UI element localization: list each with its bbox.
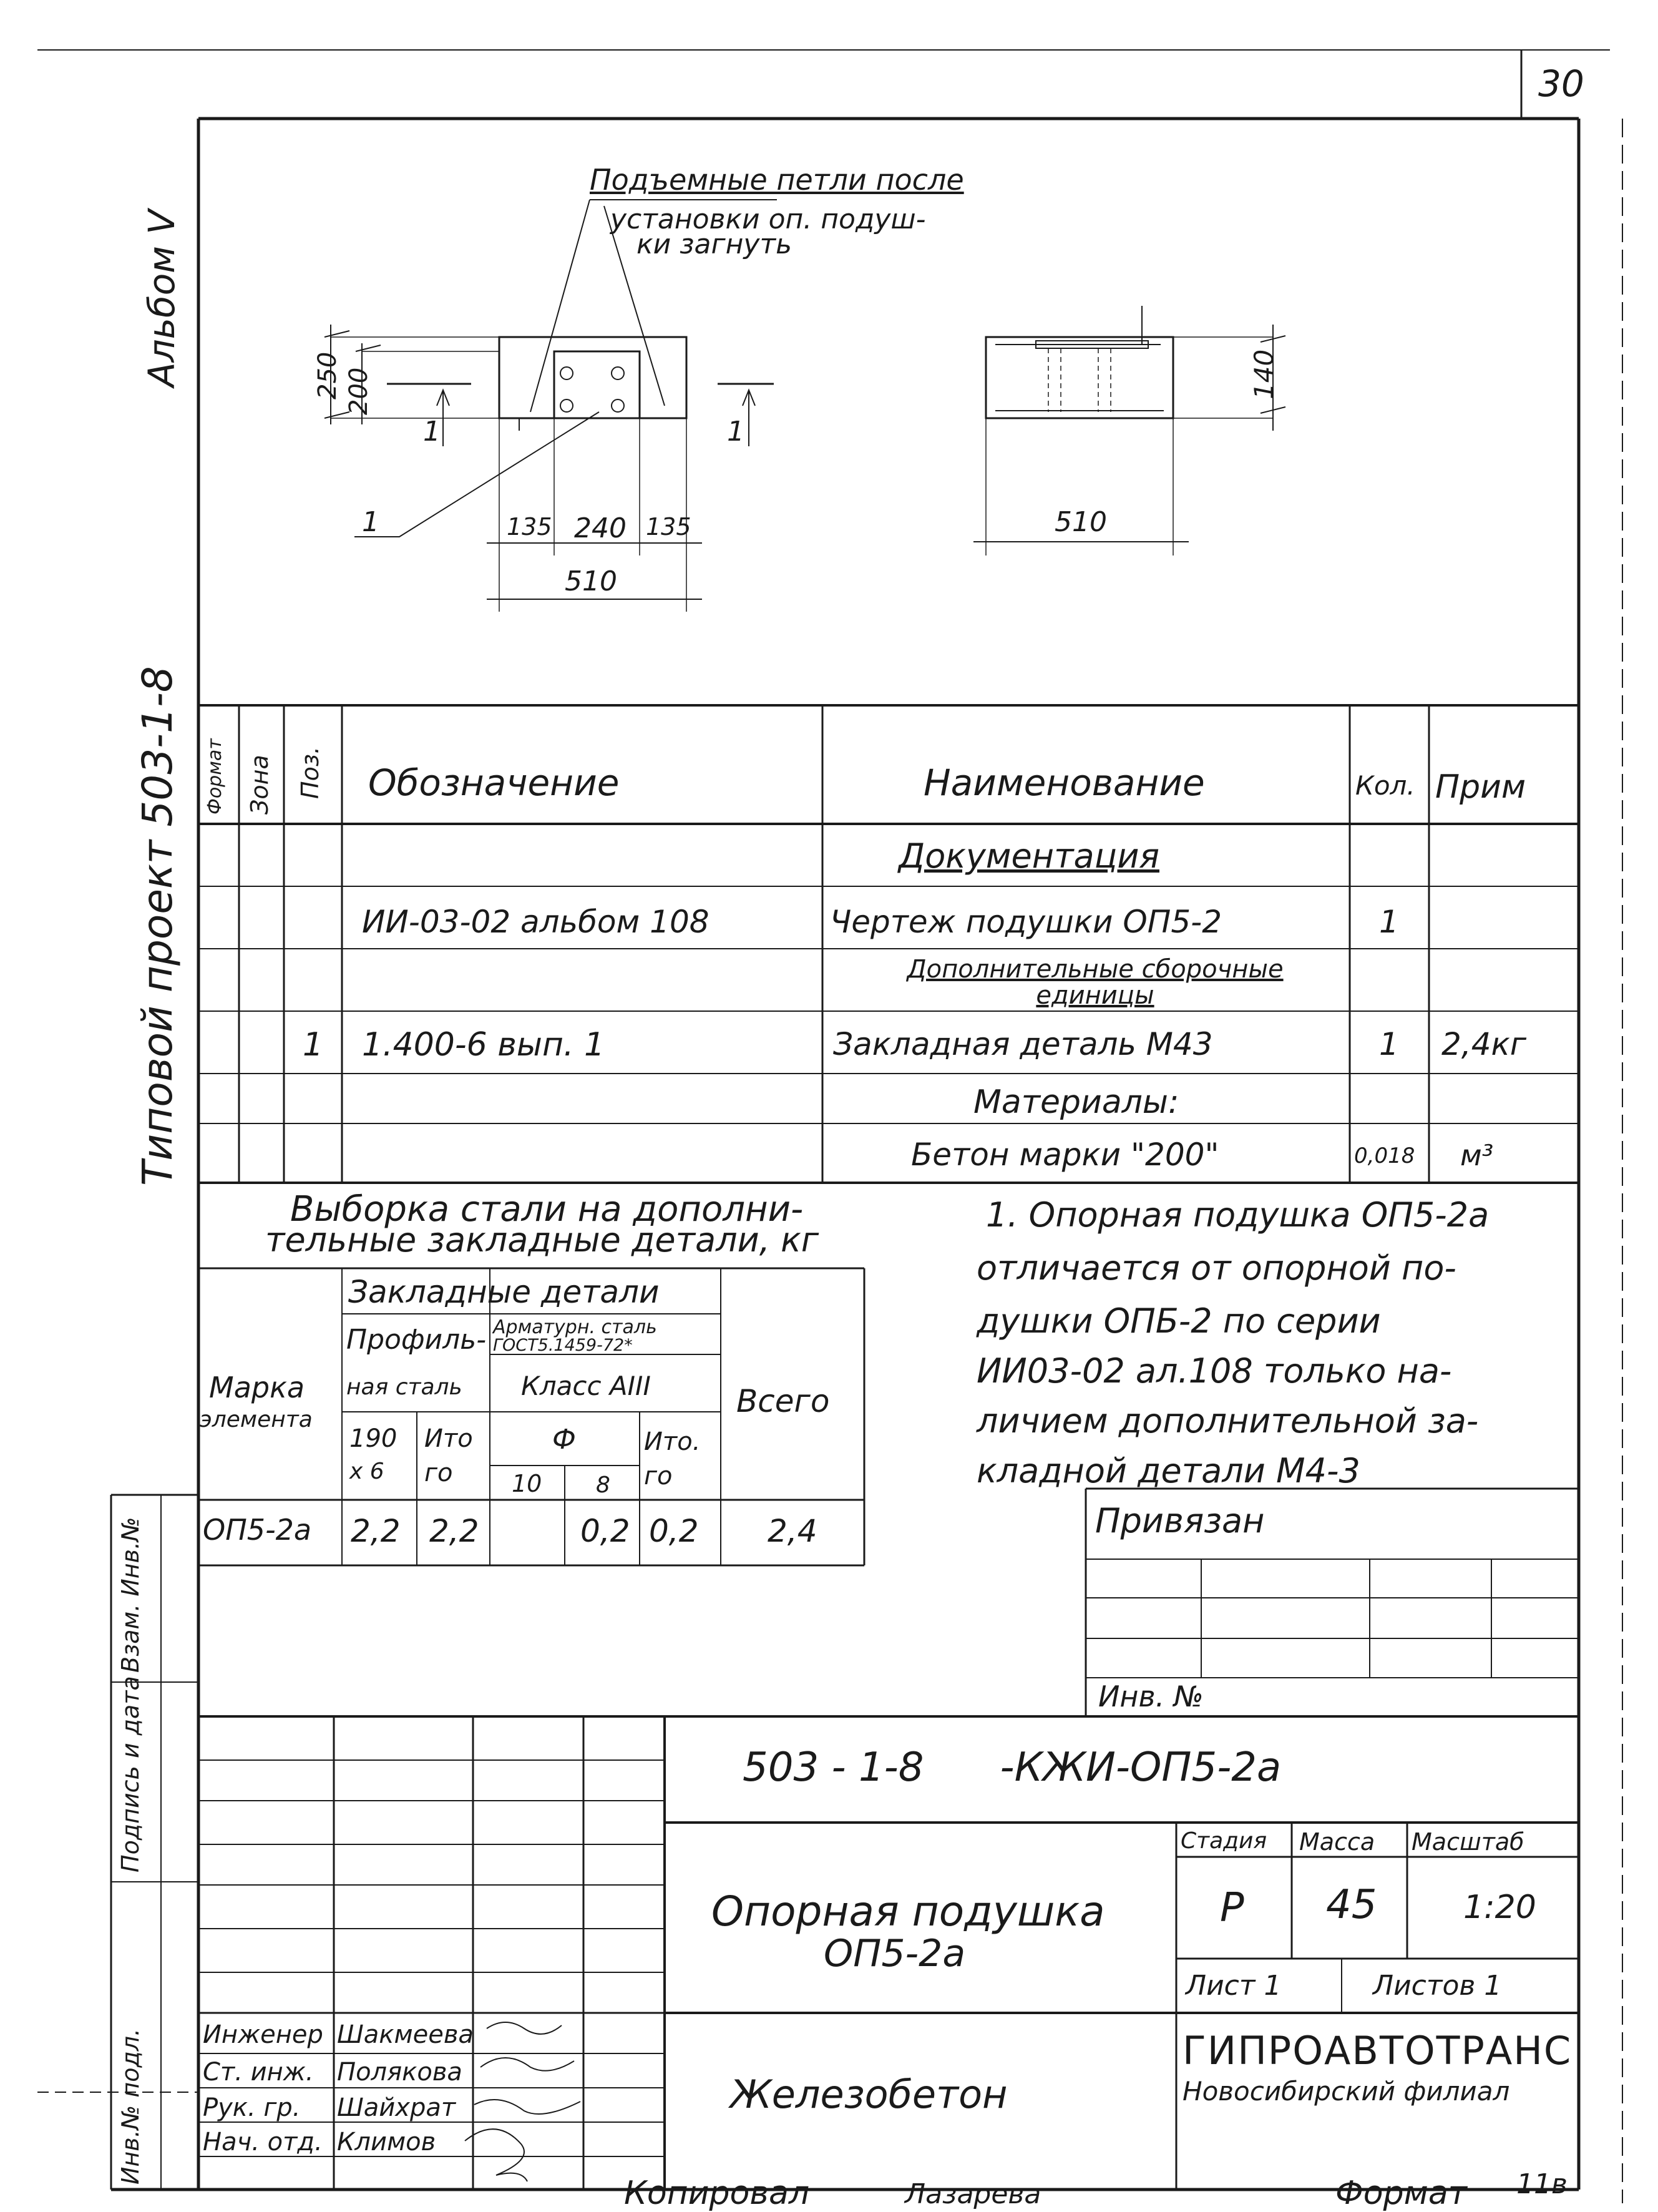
staff-role: Ст. инж.	[203, 2058, 314, 2087]
mass-value: 45	[1326, 1882, 1377, 1928]
spec-row-name: Материалы:	[973, 1084, 1179, 1121]
steel-header-itogo: Ито	[424, 1424, 473, 1453]
steel-title: Выборка стали на дополни-	[290, 1189, 804, 1230]
organization-branch: Новосибирский филиал	[1183, 2076, 1510, 2107]
steel-header-profile: Профиль-	[346, 1324, 487, 1356]
position-mark: 1	[362, 506, 379, 538]
steel-header-rebar: ГОСТ5.1459-72*	[493, 1336, 633, 1355]
staff-name: Шайхрат	[337, 2093, 456, 2122]
scale-label: Масштаб	[1412, 1828, 1524, 1856]
strip-signature-date: Подпись и дата	[117, 1676, 144, 1872]
item-name: Опорная подушка	[711, 1887, 1105, 1936]
steel-row-profile-190: 2,2	[351, 1513, 401, 1549]
steel-header-190: 190	[349, 1424, 397, 1453]
steel-header-rebar: Арматурн. сталь	[493, 1316, 657, 1338]
general-note-line: отличается от опорной по-	[977, 1248, 1456, 1288]
spec-row-name: Дополнительные сборочные единицы	[907, 955, 1284, 1010]
format-label: Формат	[1335, 2175, 1467, 2212]
steel-header-8: 8	[596, 1472, 610, 1498]
steel-header-10: 10	[512, 1470, 542, 1497]
steel-header-total: Всего	[736, 1383, 830, 1419]
spec-header-designation: Обозначение	[368, 761, 620, 804]
staff-role: Рук. гр.	[203, 2093, 301, 2122]
dim-section-width: 510	[1055, 506, 1107, 538]
spec-header-qty: Кол.	[1355, 770, 1415, 801]
item-name: ОП5-2а	[824, 1932, 966, 1975]
project-label: Типовой проект 503-1-8	[134, 666, 182, 1186]
spec-header-pos: Поз.	[296, 746, 324, 799]
lifting-loops-note-line: ки загнуть	[636, 228, 792, 260]
stage-label: Стадия	[1181, 1828, 1267, 1854]
spec-row-name: Закладная деталь М43	[833, 1026, 1213, 1062]
dim-total-plan: 510	[565, 565, 617, 597]
dim-height-outer: 250	[313, 351, 342, 399]
staff-name: Климов	[337, 2128, 436, 2156]
spec-header-note: Прим	[1435, 768, 1526, 806]
spec-row-qty: 1	[1379, 904, 1399, 940]
general-note-line: душки ОПБ-2 по серии	[977, 1301, 1381, 1341]
format-value: 11в	[1516, 2168, 1568, 2200]
mass-label: Масса	[1299, 1828, 1375, 1856]
scale-value: 1:20	[1463, 1889, 1536, 1926]
general-note-line: личием дополнительной за-	[977, 1401, 1479, 1441]
steel-header-190: х 6	[349, 1459, 384, 1484]
strip-inv-orig: Инв.№ подл.	[117, 2028, 144, 2185]
document-code: 503 - 1-8 -КЖИ-ОП5-2а	[743, 1745, 1282, 1791]
sheet-number: 30	[1538, 62, 1584, 105]
lifting-loops-note-line: установки оп. подуш-	[610, 203, 926, 235]
dim-right: 135	[646, 513, 691, 541]
staff-name: Шакмеева	[337, 2020, 474, 2049]
spec-row-note: 2,4кг	[1441, 1026, 1526, 1062]
spec-row-designation: ИИ-03-02 альбом 108	[362, 904, 710, 940]
general-note-line: ИИ03-02 ал.108 только на-	[977, 1351, 1452, 1391]
steel-header-mark: элемента	[200, 1407, 313, 1432]
album-label: Альбом V	[140, 209, 183, 387]
steel-header-profile: ная сталь	[346, 1374, 462, 1400]
steel-header-itogo-rebar: Ито.	[644, 1427, 701, 1456]
steel-header-mark: Марка	[209, 1371, 305, 1404]
steel-title: тельные закладные детали, кг	[265, 1220, 819, 1260]
sheets-label: Листов 1	[1373, 1970, 1502, 2002]
steel-header-itogo: го	[424, 1459, 453, 1487]
steel-row-d8: 0,2	[580, 1513, 630, 1549]
staff-name: Полякова	[337, 2058, 462, 2087]
steel-header-class: Класс AIII	[521, 1371, 651, 1401]
spec-row-qty: 1	[1379, 1026, 1399, 1062]
spec-row-designation: 1.400-6 вып. 1	[362, 1026, 605, 1064]
organization-name: ГИПРОАВТОТРАНС	[1183, 2028, 1573, 2073]
spec-row-name: Документация	[899, 836, 1159, 876]
general-note-line: кладной детали М4-3	[977, 1451, 1360, 1490]
dim-height-inner: 200	[344, 367, 373, 415]
general-note-line: 1. Опорная подушка ОП5-2а	[986, 1195, 1490, 1235]
lifting-loops-note-title: Подъемные петли после	[590, 163, 964, 197]
steel-header-itogo-rebar: го	[644, 1462, 673, 1490]
spec-row-qty: 0,018	[1354, 1143, 1415, 1168]
section-mark-right: 1	[727, 416, 744, 448]
staff-role: Нач. отд.	[203, 2128, 323, 2156]
spec-row-pos: 1	[303, 1026, 324, 1064]
spec-header-zone: Зона	[246, 755, 273, 815]
bound-inv-label: Инв. №	[1098, 1680, 1204, 1713]
spec-header-name: Наименование	[924, 761, 1205, 804]
copied-label: Копировал	[624, 2175, 810, 2212]
stage-value: Р	[1220, 1885, 1244, 1931]
steel-row-total: 2,4	[768, 1513, 817, 1549]
steel-row-mark: ОП5-2а	[203, 1513, 312, 1547]
dim-middle: 240	[574, 512, 627, 544]
bound-label: Привязан	[1095, 1501, 1265, 1540]
spec-header-format: Формат	[204, 738, 226, 815]
steel-header-embedded: Закладные детали	[348, 1274, 660, 1310]
dim-section-height: 140	[1249, 349, 1279, 399]
spec-row-note: м³	[1460, 1138, 1494, 1172]
material-label: Железобетон	[730, 2072, 1008, 2117]
copier-name: Лазарева	[905, 2178, 1041, 2210]
spec-row-name: Бетон марки "200"	[911, 1137, 1219, 1173]
steel-row-rebar-total: 0,2	[649, 1513, 699, 1549]
section-mark-left: 1	[423, 416, 441, 448]
spec-row-name: Чертеж подушки ОП5-2	[830, 904, 1222, 940]
steel-header-phi: Ф	[552, 1424, 576, 1456]
sheet-label: Лист 1	[1186, 1970, 1282, 2002]
strip-replaced-inv: Взам. Инв.№	[117, 1517, 144, 1673]
staff-role: Инженер	[203, 2020, 323, 2049]
dim-left: 135	[507, 513, 552, 541]
steel-row-profile-total: 2,2	[429, 1513, 479, 1549]
